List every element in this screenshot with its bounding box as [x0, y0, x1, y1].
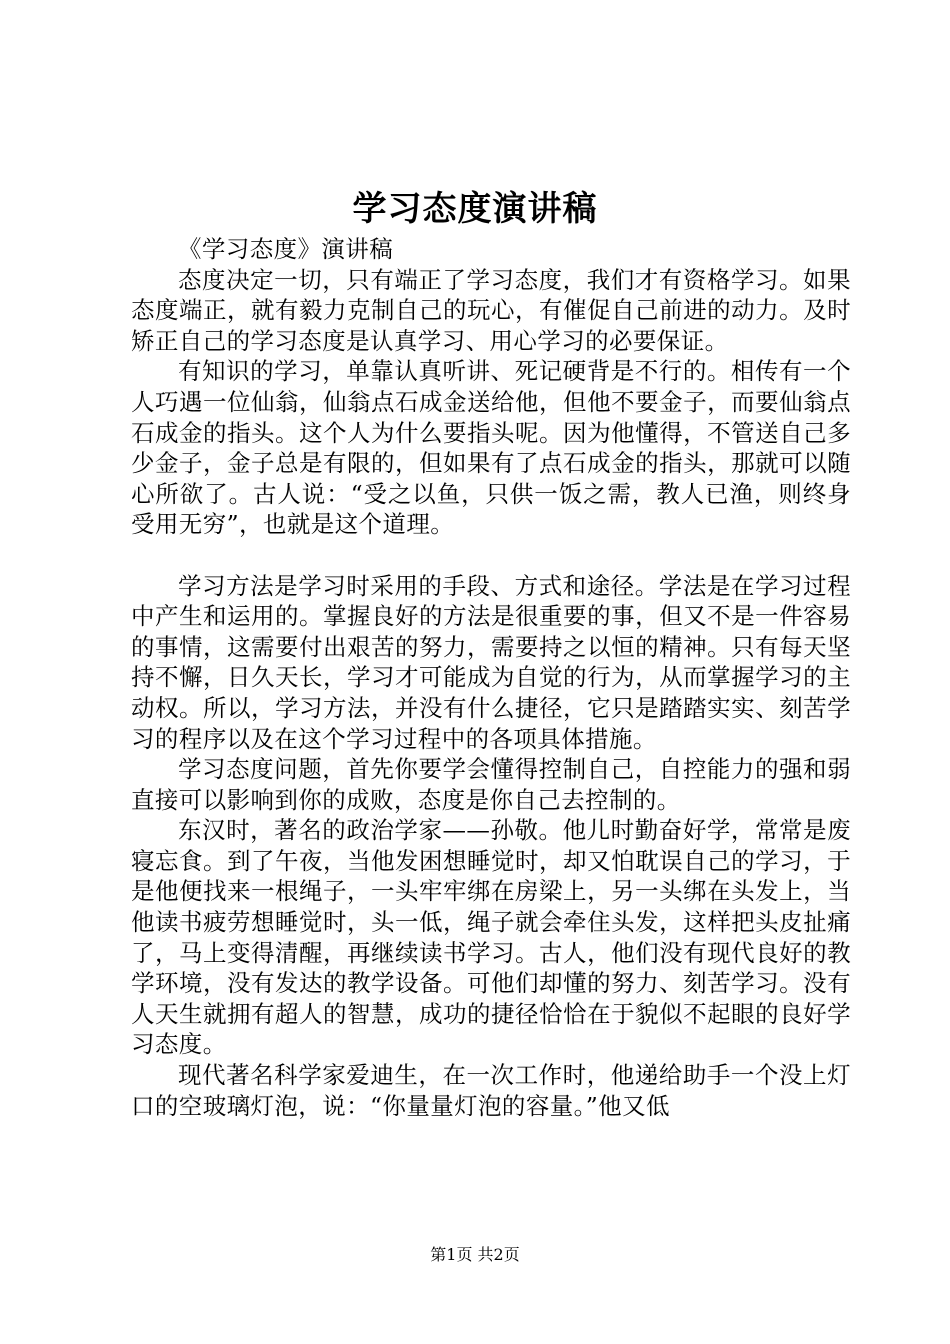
- page-footer: 第1页 共2页: [430, 1245, 520, 1264]
- document-title: 学习态度演讲稿: [352, 189, 598, 229]
- paragraph-subtitle: 《学习态度》演讲稿: [178, 235, 394, 263]
- paragraph: 学习态度问题，首先你要学会懂得控制自己，自控能力的强和弱直接可以影响到你的成败，态度是你自己去控制的。: [131, 755, 851, 814]
- paragraph: 态度决定一切，只有端正了学习态度，我们才有资格学习。如果态度端正，就有毅力克制自己的玩心，有催促自己前进的动力。及时矫正自己的学习态度是认真学习、用心学习的必要保证。: [131, 265, 851, 355]
- document-body: [131, 234, 851, 1121]
- paragraph: 东汉时，著名的政治学家——孙敬。他儿时勤奋好学，常常是废寝忘食。到了午夜，当他发困想睡觉时，却又怕耽误自己的学习，于是他便找来一根绳子，一头牢牢绑在房梁上，另一头绑在头发上，当他读书疲劳想睡觉时，头一低，绳子就会牵住头发，这样把头皮扯痛了，马上变得清醒，再继续读书学习。古人，他们没有现代良好的教学环境，没有发达的教学设备。可他们却懂的努力、刻苦学习。没有人天生就拥有超人的智慧，成功的捷径恰恰在于貌似不起眼的良好学习态度。: [131, 816, 851, 1059]
- paragraph: 有知识的学习，单靠认真听讲、死记硬背是不行的。相传有一个人巧遇一位仙翁，仙翁点石成金送给他，但他不要金子，而要仙翁点石成金的指头。这个人为什么要指头呢。因为他懂得，不管送自己多少金子，金子总是有限的，但如果有了点石成金的指头，那就可以随心所欲了。古人说：“受之以鱼，只供一饭之需，教人已渔，则终身受用无穷”，也就是这个道理。: [131, 357, 851, 539]
- paragraph: 学习方法是学习时采用的手段、方式和途径。学法是在学习过程中产生和运用的。掌握良好的方法是很重要的事，但又不是一件容易的事情，这需要付出艰苦的努力，需要持之以恒的精神。只有每天坚持不懈，日久天长，学习才可能成为自觉的行为，从而掌握学习的主动权。所以，学习方法，并没有什么捷径，它只是踏踏实实、刻苦学习的程序以及在这个学习过程中的各项具体措施。: [131, 571, 851, 753]
- paragraph: 现代著名科学家爱迪生，在一次工作时，他递给助手一个没上灯口的空玻璃灯泡，说：“你量量灯泡的容量。”他又低: [131, 1061, 851, 1120]
- paragraph-gap: [131, 540, 851, 571]
